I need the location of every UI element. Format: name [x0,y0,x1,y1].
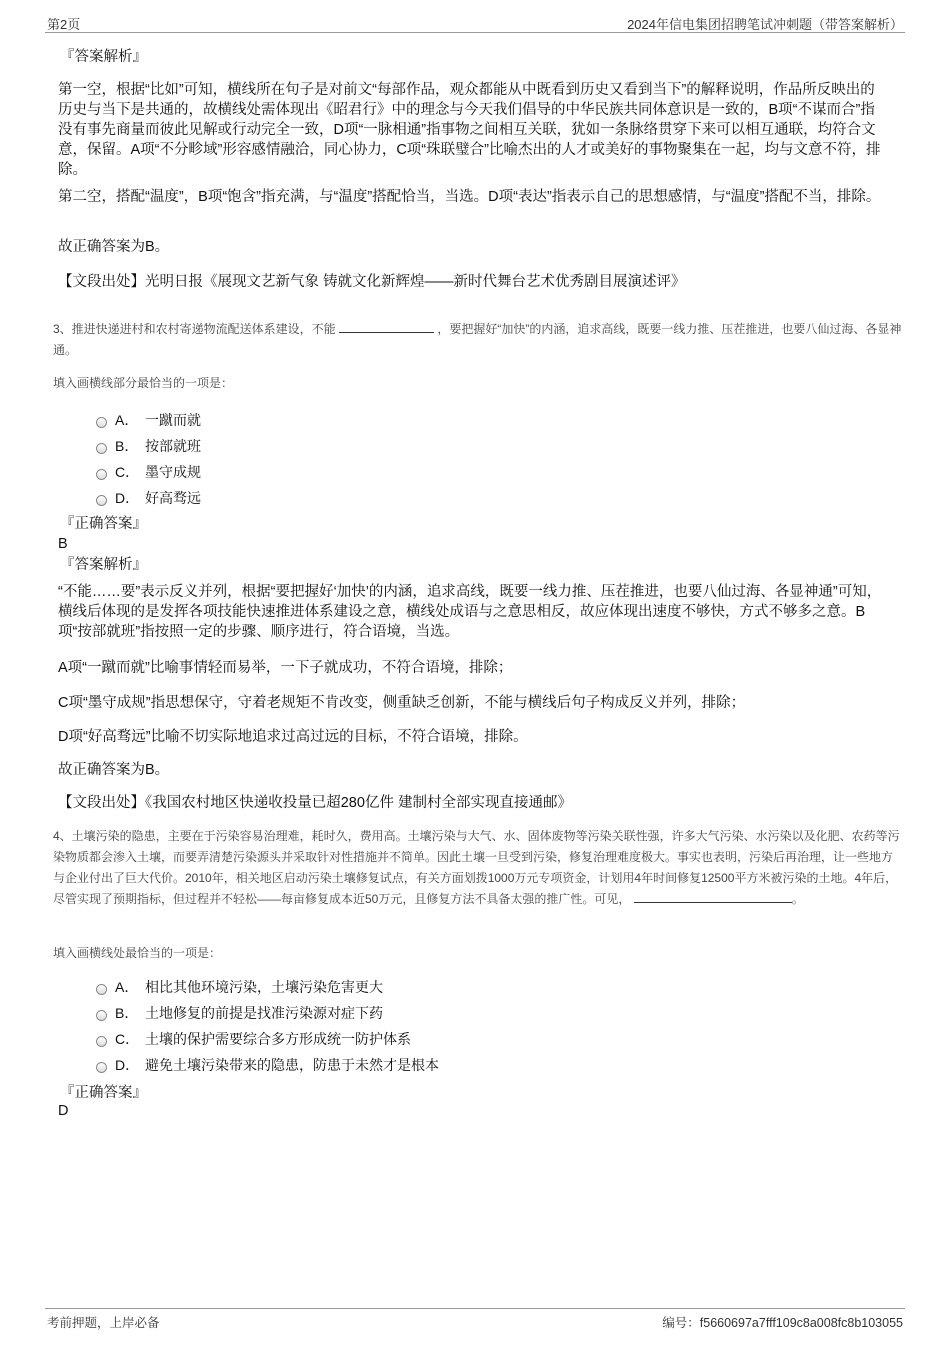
option-text: 相比其他环境污染，土壤污染危害更大 [145,979,383,995]
option-letter: B． [115,438,139,454]
option-b[interactable] [96,436,201,456]
footer-divider [45,1308,905,1309]
header-divider [45,32,905,33]
answer-conclusion: 故正确答案为B。 [58,762,170,778]
option-letter: C． [115,464,140,480]
source-citation: 【文段出处】光明日报《展现文艺新气象 铸就文化新辉煌——新时代舞台艺术优秀剧目展演述评》 [58,274,686,290]
document-id: 编号：f5660697a7fff109c8a008fc8b103055 [662,1316,903,1330]
radio-icon[interactable] [96,1062,107,1073]
answer-conclusion: 故正确答案为B。 [58,239,170,255]
stem-text: 3、推进快递进村和农村寄递物流配送体系建设，不能 [53,322,336,336]
option-letter: D． [115,1057,140,1073]
option-letter: A． [115,979,139,995]
option-letter: B． [115,1005,139,1021]
page-number: 第2页 [47,17,81,32]
analysis-paragraph: A项“一蹴而就”比喻事情轻而易举，一下子就成功，不符合语境，排除； [58,660,513,676]
radio-icon[interactable] [96,495,107,506]
question-3-stem [53,319,903,361]
option-c[interactable] [96,462,201,482]
footer-slogan: 考前押题，上岸必备 [47,1316,160,1330]
document-title: 2024年信电集团招聘笔试冲刺题（带答案解析） [627,17,903,32]
radio-icon[interactable] [96,443,107,454]
correct-answer: D [58,1103,69,1119]
option-text: 土壤的保护需要综合多方形成统一防护体系 [145,1031,411,1047]
option-text: 按部就班 [145,438,201,454]
fill-blank [339,320,434,333]
option-letter: D． [115,490,140,506]
source-citation: 【文段出处】《我国农村地区快递收投量已超280亿件 建制村全部实现直接通邮》 [58,795,572,811]
analysis-label: 『答案解析』 [60,49,147,65]
question-prompt: 填入画横线部分最恰当的一项是： [53,376,234,390]
option-text: 土地修复的前提是找准污染源对症下药 [145,1005,383,1021]
option-text: 墨守成规 [145,464,201,480]
radio-icon[interactable] [96,984,107,995]
correct-answer: B [58,536,68,552]
radio-icon[interactable] [96,1010,107,1021]
option-letter: A． [115,412,139,428]
analysis-paragraph: C项“墨守成规”指思想保守，守着老规矩不肯改变，侧重缺乏创新，不能与横线后句子构成反义并列，排除； [58,695,746,711]
option-d[interactable] [96,488,201,508]
stem-text: 。 [791,892,804,906]
stem-text: ，要把握好“加快”的内涵，追求高线，既要一线力推、压茬推进，也要八仙过海、各显神通。 [53,322,902,357]
fill-blank [634,890,792,903]
option-text: 避免土壤污染带来的隐患，防患于未然才是根本 [145,1057,439,1073]
correct-answer-label: 『正确答案』 [60,516,147,532]
analysis-paragraph: 第一空，根据“比如”可知，横线所在句子是对前文“每部作品，观众都能从中既看到历史又看到当下”的解释说明，作品所反映出的历史与当下是共通的，故横线处需体现出《昭君行》中的理念与今天我们倡导的中华民族共同体意识是一致的，B项“不谋而合”指没有事先商量而彼此见解或行动完全一致，D项“一脉相通”指事物之间相互关联，犹如一条脉络贯穿下来可以相互通联，均符合文意，保留。A项“不分畛域”形容感情融洽，同心协力，C项“珠联璧合”比喻杰出的人才或美好的事物聚集在一起，均与文意不符，排除。 [58,82,881,178]
stem-text: 4、土壤污染的隐患，主要在于污染容易治理难，耗时久，费用高。土壤污染与大气、水、固体废物等污染关联性强，许多大气污染、水污染以及化肥、农药等污染物质都会渗入土壤，而要弄清楚污染源头并采取针对性措施并不简单。因此土壤一旦受到污染，修复治理难度极大。事实也表明，污染后再治理，让一些地方与企业付出了巨大代价。2010年，相关地区启动污染土壤修复试点，有关方面划拨1000万元专项资金，计划用4年时间修复12500平方米被污染的土地。4年后，尽管实现了预期指标，但过程并不轻松——每亩修复成本近50万元，且修复方法不具备太强的推广性。可见， [53,829,900,906]
option-b[interactable] [96,1003,383,1023]
option-a[interactable] [96,977,383,997]
option-c[interactable] [96,1029,411,1049]
question-4-stem [53,826,903,910]
option-text: 一蹴而就 [145,412,201,428]
question-prompt: 填入画横线处最恰当的一项是： [53,946,222,960]
radio-icon[interactable] [96,469,107,480]
analysis-label: 『答案解析』 [60,557,147,573]
correct-answer-label: 『正确答案』 [60,1085,147,1101]
analysis-paragraph: D项“好高骛远”比喻不切实际地追求过高过远的目标，不符合语境，排除。 [58,729,528,745]
option-d[interactable] [96,1055,439,1075]
option-a[interactable] [96,410,201,430]
option-letter: C． [115,1031,140,1047]
analysis-paragraph: 第二空，搭配“温度”，B项“饱含”指充满，与“温度”搭配恰当，当选。D项“表达”指表示自己的思想感情，与“温度”搭配不当，排除。 [58,189,881,205]
radio-icon[interactable] [96,1036,107,1047]
analysis-paragraph: “不能……要”表示反义并列，根据“要把握好‘加快’的内涵，追求高线，既要一线力推、压茬推进，也要八仙过海、各显神通”可知，横线后体现的是发挥各项技能快速推进体系建设之意，横线处成语与之意思相反，故应体现出速度不够快，方式不够多之意。B项“按部就班”指按照一定的步骤、顺序进行，符合语境，当选。 [58,584,882,640]
radio-icon[interactable] [96,417,107,428]
option-text: 好高骛远 [145,490,201,506]
